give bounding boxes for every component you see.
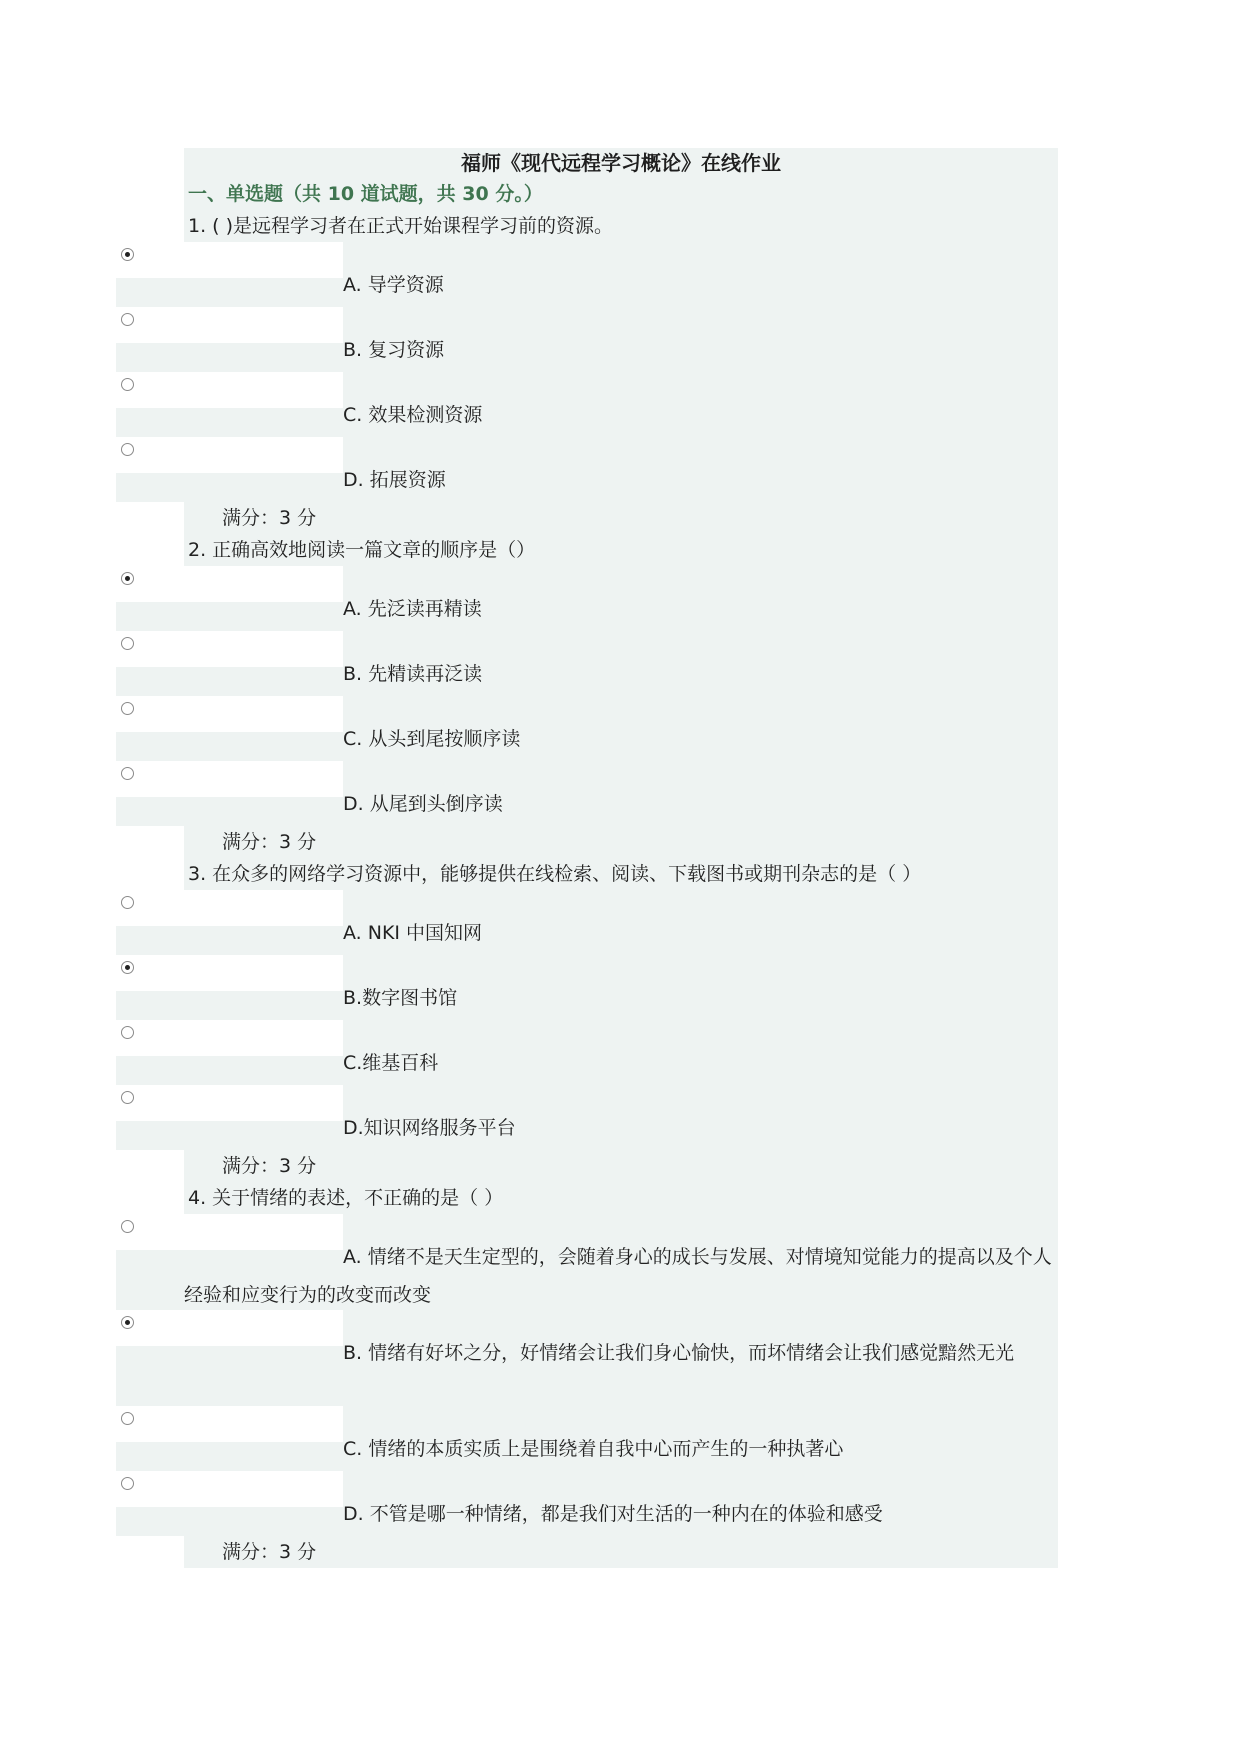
question-4-option-d[interactable] <box>116 1471 1058 1536</box>
question-1-text: 1. ( )是远程学习者在正式开始课程学习前的资源。 <box>184 210 1058 242</box>
option-label: A. 先泛读再精读 <box>343 598 482 620</box>
question-3-option-a[interactable] <box>116 890 1058 955</box>
page-title: 福师《现代远程学习概论》在线作业 <box>184 148 1058 178</box>
question-3-option-c[interactable] <box>116 1020 1058 1085</box>
radio-icon[interactable] <box>121 767 134 780</box>
option-label: D. 从尾到头倒序读 <box>343 793 503 815</box>
question-4-option-c[interactable] <box>116 1406 1058 1471</box>
question-4-score: 满分：3 分 <box>184 1536 1058 1568</box>
question-1-option-a[interactable] <box>116 242 1058 307</box>
radio-icon[interactable] <box>121 313 134 326</box>
option-label: D. 拓展资源 <box>343 469 446 491</box>
section-title: 一、单选题（共 10 道试题，共 30 分。） <box>184 178 1058 210</box>
radio-icon[interactable] <box>121 702 134 715</box>
option-label: C. 情绪的本质实质上是围绕着自我中心而产生的一种执著心 <box>343 1438 844 1460</box>
option-label: B. 先精读再泛读 <box>343 663 483 685</box>
question-1-score: 满分：3 分 <box>184 502 1058 534</box>
question-2-option-c[interactable] <box>116 696 1058 761</box>
option-label: A. NKI 中国知网 <box>343 922 483 944</box>
question-1-option-b[interactable] <box>116 307 1058 372</box>
assignment-sheet <box>116 148 1058 1568</box>
radio-checked-icon[interactable] <box>121 572 134 585</box>
option-label: D.知识网络服务平台 <box>343 1117 516 1139</box>
option-label: C. 从头到尾按顺序读 <box>343 728 521 750</box>
option-label: A. 导学资源 <box>343 274 444 296</box>
question-3-option-b[interactable] <box>116 955 1058 1020</box>
radio-icon[interactable] <box>121 1477 134 1490</box>
question-3-option-d[interactable] <box>116 1085 1058 1150</box>
option-label: B. 情绪有好坏之分，好情绪会让我们身心愉快，而坏情绪会让我们感觉黯然无光 <box>343 1342 1015 1364</box>
radio-icon[interactable] <box>121 378 134 391</box>
option-label: B.数字图书馆 <box>343 987 458 1009</box>
radio-icon[interactable] <box>121 637 134 650</box>
question-3-text: 3. 在众多的网络学习资源中，能够提供在线检索、阅读、下载图书或期刊杂志的是（ ） <box>184 858 1058 890</box>
radio-icon[interactable] <box>121 1091 134 1104</box>
radio-icon[interactable] <box>121 1026 134 1039</box>
option-label: D. 不管是哪一种情绪，都是我们对生活的一种内在的体验和感受 <box>343 1503 883 1525</box>
option-label: C. 效果检测资源 <box>343 404 483 426</box>
question-2-option-d[interactable] <box>116 761 1058 826</box>
question-2-option-a[interactable] <box>116 566 1058 631</box>
option-label: B. 复习资源 <box>343 339 445 361</box>
option-label: C.维基百科 <box>343 1052 439 1074</box>
radio-icon[interactable] <box>121 896 134 909</box>
question-2-text: 2. 正确高效地阅读一篇文章的顺序是（） <box>184 534 1058 566</box>
radio-icon[interactable] <box>121 1412 134 1425</box>
question-4-text: 4. 关于情绪的表述，不正确的是（ ） <box>184 1182 1058 1214</box>
question-2-option-b[interactable] <box>116 631 1058 696</box>
question-4-option-a[interactable] <box>116 1214 1058 1310</box>
question-1-option-d[interactable] <box>116 437 1058 502</box>
option-label: A. 情绪不是天生定型的，会随着身心的成长与发展、对情境知觉能力的提高以及个人经验和应变行为的改变而改变 <box>184 1246 1052 1306</box>
radio-icon[interactable] <box>121 1220 134 1233</box>
radio-icon[interactable] <box>121 443 134 456</box>
question-2-score: 满分：3 分 <box>184 826 1058 858</box>
question-1-option-c[interactable] <box>116 372 1058 437</box>
question-4-option-b[interactable] <box>116 1310 1058 1406</box>
radio-checked-icon[interactable] <box>121 1316 134 1329</box>
radio-checked-icon[interactable] <box>121 248 134 261</box>
question-3-score: 满分：3 分 <box>184 1150 1058 1182</box>
radio-checked-icon[interactable] <box>121 961 134 974</box>
